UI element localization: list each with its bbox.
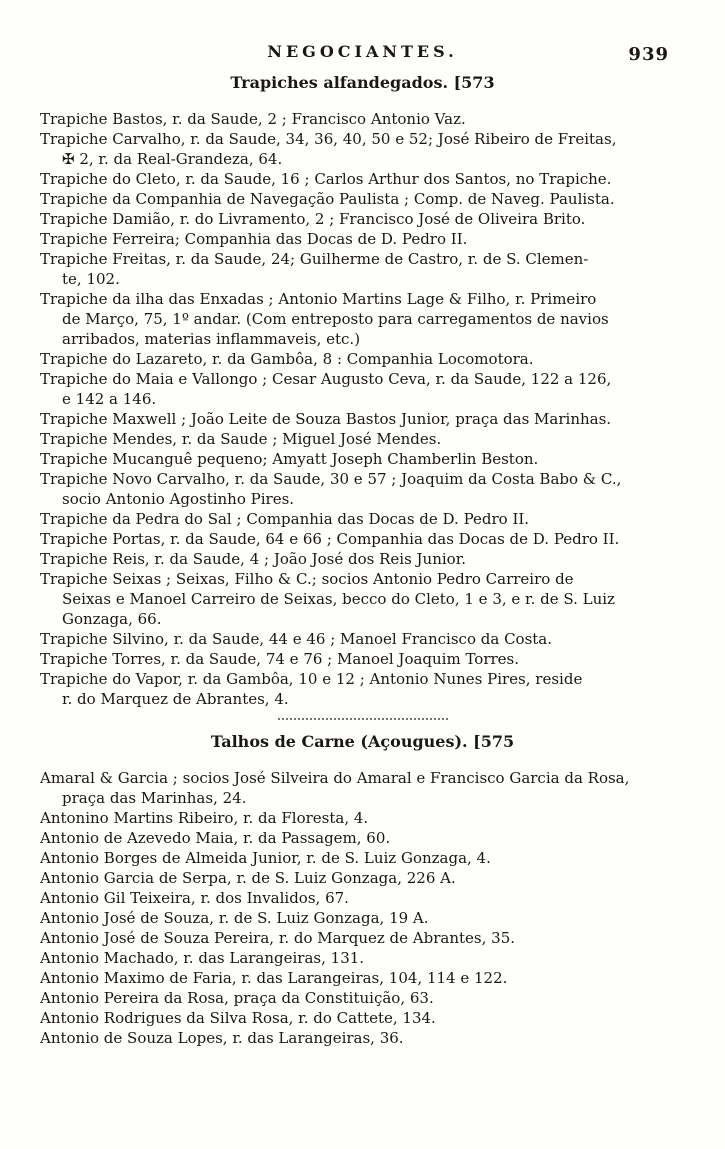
directory-entry (40, 848, 699, 868)
page-header (0, 0, 725, 65)
directory-sections (0, 73, 725, 1048)
entry-line: Trapiche da Pedra do Sal ; Companhia das Docas de D. Pedro II. (40, 510, 530, 528)
entry-line-continuation: de Março, 75, 1º andar. (Com entreposto para carregamentos de navios (62, 310, 609, 328)
section-divider (278, 718, 448, 720)
entry-list (40, 768, 699, 1048)
entry-line-continuation: e 142 a 146. (62, 390, 157, 408)
entry-line: Antonino Martins Ribeiro, r. da Floresta, 4. (40, 809, 369, 827)
directory-entry (40, 569, 699, 629)
entry-line: Trapiche da ilha das Enxadas ; Antonio Martins Lage & Filho, r. Primeiro (40, 290, 597, 308)
directory-entry (40, 229, 699, 249)
directory-entry (40, 409, 699, 429)
directory-entry (40, 649, 699, 669)
entry-line: Antonio de Souza Lopes, r. das Larangeiras, 36. (40, 1029, 404, 1047)
section-heading: Trapiches alfandegados. [573 (230, 73, 495, 92)
directory-entry (40, 249, 699, 289)
entry-line-continuation: te, 102. (62, 270, 120, 288)
entry-line: Antonio Borges de Almeida Junior, r. de S. Luiz Gonzaga, 4. (40, 849, 491, 867)
directory-entry (40, 808, 699, 828)
directory-entry (40, 1008, 699, 1028)
entry-line: Trapiche Mendes, r. da Saude ; Miguel José Mendes. (40, 430, 442, 448)
directory-entry (40, 369, 699, 409)
directory-entry (40, 349, 699, 369)
entry-line: Trapiche Freitas, r. da Saude, 24; Guilherme de Castro, r. de S. Clemen- (40, 250, 589, 268)
entry-line: Antonio Pereira da Rosa, praça da Constituição, 63. (40, 989, 434, 1007)
entry-line: Antonio Maximo de Faria, r. das Larangeiras, 104, 114 e 122. (40, 969, 508, 987)
entry-line: Trapiche Damião, r. do Livramento, 2 ; Francisco José de Oliveira Brito. (40, 210, 586, 228)
entry-line-continuation: arribados, materias inflammaveis, etc.) (62, 330, 361, 348)
directory-entry (40, 908, 699, 928)
entry-line: Trapiche Silvino, r. da Saude, 44 e 46 ; Manoel Francisco da Costa. (40, 630, 553, 648)
entry-line: Antonio Rodrigues da Silva Rosa, r. do Cattete, 134. (40, 1009, 436, 1027)
entry-line-continuation: Gonzaga, 66. (62, 610, 162, 628)
directory-entry (40, 968, 699, 988)
directory-entry (40, 768, 699, 808)
directory-entry (40, 928, 699, 948)
running-title: NEGOCIANTES. (267, 42, 458, 61)
entry-line: Antonio de Azevedo Maia, r. da Passagem, 60. (40, 829, 391, 847)
directory-entry (40, 209, 699, 229)
entry-line: Trapiche Ferreira; Companhia das Docas de D. Pedro II. (40, 230, 468, 248)
directory-entry (40, 868, 699, 888)
entry-line: Trapiche do Vapor, r. da Gambôa, 10 e 12 ; Antonio Nunes Pires, reside (40, 670, 583, 688)
directory-entry (40, 429, 699, 449)
entry-line: Trapiche do Lazareto, r. da Gambôa, 8 : Companhia Locomotora. (40, 350, 534, 368)
entry-line: Antonio Gil Teixeira, r. dos Invalidos, 67. (40, 889, 349, 907)
entry-line: Trapiche Torres, r. da Saude, 74 e 76 ; Manoel Joaquim Torres. (40, 650, 520, 668)
directory-entry (40, 828, 699, 848)
entry-line: Antonio José de Souza, r. de S. Luiz Gonzaga, 19 A. (40, 909, 429, 927)
entry-line: Amaral & Garcia ; socios José Silveira do Amaral e Francisco Garcia da Rosa, (40, 769, 630, 787)
directory-entry (40, 888, 699, 908)
directory-entry (40, 509, 699, 529)
entry-line-continuation: r. do Marquez de Abrantes, 4. (62, 690, 289, 708)
directory-entry (40, 129, 699, 169)
entry-line: Trapiche Seixas ; Seixas, Filho & C.; socios Antonio Pedro Carreiro de (40, 570, 574, 588)
entry-line: Antonio Machado, r. das Larangeiras, 131. (40, 949, 365, 967)
entry-line-continuation: ✠ 2, r. da Real-Grandeza, 64. (62, 150, 283, 168)
directory-entry (40, 669, 699, 709)
page-number: 939 (628, 44, 669, 65)
entry-line: Trapiche do Maia e Vallongo ; Cesar Augusto Ceva, r. da Saude, 122 a 126, (40, 370, 612, 388)
entry-line: Antonio José de Souza Pereira, r. do Marquez de Abrantes, 35. (40, 929, 516, 947)
entry-line: Trapiche Bastos, r. da Saude, 2 ; Francisco Antonio Vaz. (40, 110, 466, 128)
section-heading: Talhos de Carne (Açougues). [575 (210, 732, 515, 751)
directory-entry (40, 1028, 699, 1048)
directory-entry (40, 948, 699, 968)
directory-entry (40, 169, 699, 189)
directory-entry (40, 189, 699, 209)
entry-line: Trapiche Mucanguê pequeno; Amyatt Joseph Chamberlin Beston. (40, 450, 539, 468)
entry-line: Trapiche da Companhia de Navegação Paulista ; Comp. de Naveg. Paulista. (40, 190, 615, 208)
directory-entry (40, 529, 699, 549)
directory-entry (40, 629, 699, 649)
directory-entry (40, 469, 699, 509)
entry-line-continuation: praça das Marinhas, 24. (62, 789, 247, 807)
entry-list (40, 109, 699, 709)
entry-line: Trapiche Novo Carvalho, r. da Saude, 30 e 57 ; Joaquim da Costa Babo & C., (40, 470, 622, 488)
directory-entry (40, 289, 699, 349)
entry-line: Antonio Garcia de Serpa, r. de S. Luiz Gonzaga, 226 A. (40, 869, 456, 887)
entry-line-continuation: Seixas e Manoel Carreiro de Seixas, becco do Cleto, 1 e 3, e r. de S. Luiz (62, 590, 615, 608)
entry-line: Trapiche Reis, r. da Saude, 4 ; João José dos Reis Junior. (40, 550, 466, 568)
entry-line: Trapiche Carvalho, r. da Saude, 34, 36, 40, 50 e 52; José Ribeiro de Freitas, (40, 130, 617, 148)
directory-entry (40, 109, 699, 129)
directory-entry (40, 549, 699, 569)
directory-entry (40, 988, 699, 1008)
directory-entry (40, 449, 699, 469)
entry-line: Trapiche do Cleto, r. da Saude, 16 ; Carlos Arthur dos Santos, no Trapiche. (40, 170, 612, 188)
entry-line: Trapiche Maxwell ; João Leite de Souza Bastos Junior, praça das Marinhas. (40, 410, 612, 428)
entry-line: Trapiche Portas, r. da Saude, 64 e 66 ; Companhia das Docas de D. Pedro II. (40, 530, 620, 548)
entry-line-continuation: socio Antonio Agostinho Pires. (62, 490, 295, 508)
